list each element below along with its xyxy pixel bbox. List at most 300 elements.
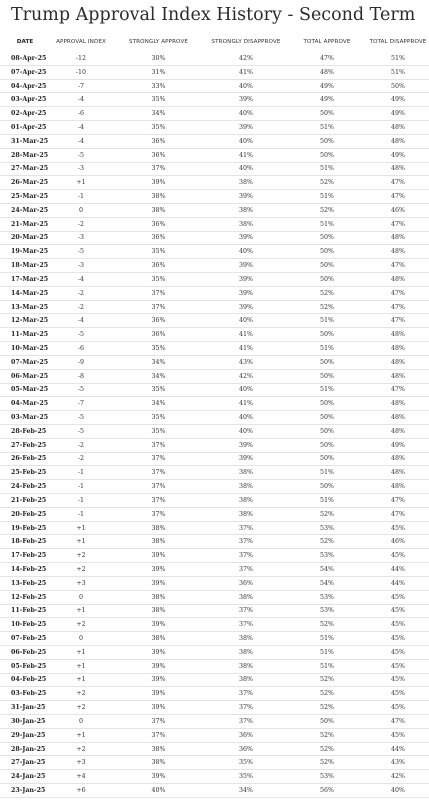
cell-total-disapprove: 48% bbox=[391, 344, 405, 352]
table-row bbox=[0, 770, 429, 784]
cell-strongly-approve: 30% bbox=[151, 54, 166, 62]
cell-strongly-approve: 37% bbox=[151, 717, 166, 725]
cell-total-disapprove: 47% bbox=[391, 717, 405, 725]
cell-date: 06-Feb-25 bbox=[11, 648, 47, 656]
cell-approval-index: -5 bbox=[77, 414, 85, 422]
cell-strongly-disapprove: 38% bbox=[239, 662, 253, 670]
cell-strongly-approve: 38% bbox=[151, 524, 166, 532]
cell-approval-index: -3 bbox=[77, 165, 85, 173]
cell-total-disapprove: 48% bbox=[391, 165, 405, 173]
cell-approval-index: 0 bbox=[78, 635, 83, 643]
table-row bbox=[0, 370, 429, 384]
cell-total-disapprove: 45% bbox=[391, 621, 405, 629]
cell-strongly-approve: 38% bbox=[151, 193, 166, 201]
table-row bbox=[0, 729, 429, 743]
table-row bbox=[0, 535, 429, 549]
table-row bbox=[0, 618, 429, 632]
cell-strongly-disapprove: 39% bbox=[239, 96, 253, 104]
cell-strongly-disapprove: 40% bbox=[239, 137, 253, 145]
cell-date: 12-Mar-25 bbox=[11, 317, 49, 325]
cell-total-disapprove: 50% bbox=[391, 82, 405, 90]
cell-total-disapprove: 47% bbox=[391, 220, 405, 228]
table-row bbox=[0, 80, 429, 94]
cell-total-approve: 52% bbox=[320, 690, 334, 698]
table-row bbox=[0, 356, 429, 370]
cell-strongly-disapprove: 37% bbox=[239, 552, 253, 560]
cell-approval-index: -12 bbox=[75, 54, 87, 62]
cell-strongly-disapprove: 37% bbox=[239, 621, 253, 629]
cell-strongly-approve: 39% bbox=[151, 565, 166, 573]
cell-total-approve: 53% bbox=[320, 552, 334, 560]
table-row bbox=[0, 605, 429, 619]
cell-total-disapprove: 48% bbox=[391, 455, 405, 463]
cell-strongly-approve: 38% bbox=[151, 593, 166, 601]
cell-strongly-approve: 39% bbox=[151, 621, 166, 629]
cell-strongly-approve: 35% bbox=[151, 96, 166, 104]
cell-strongly-approve: 38% bbox=[151, 206, 166, 214]
cell-approval-index: -7 bbox=[77, 82, 85, 90]
cell-date: 07-Apr-25 bbox=[11, 68, 47, 76]
cell-total-approve: 52% bbox=[320, 745, 334, 753]
cell-total-approve: 52% bbox=[320, 538, 334, 546]
table-row bbox=[0, 66, 429, 80]
cell-approval-index: -5 bbox=[77, 427, 85, 435]
cell-approval-index: 0 bbox=[78, 593, 83, 601]
cell-strongly-approve: 39% bbox=[151, 648, 166, 656]
cell-strongly-disapprove: 35% bbox=[239, 773, 253, 781]
cell-date: 23-Jan-25 bbox=[11, 786, 46, 794]
cell-strongly-approve: 36% bbox=[151, 317, 166, 325]
cell-date: 18-Mar-25 bbox=[11, 262, 49, 270]
cell-strongly-approve: 35% bbox=[151, 386, 166, 394]
cell-date: 26-Mar-25 bbox=[11, 179, 49, 187]
cell-total-disapprove: 40% bbox=[391, 786, 405, 794]
cell-approval-index: -5 bbox=[77, 151, 85, 159]
table-row bbox=[0, 384, 429, 398]
cell-strongly-disapprove: 40% bbox=[239, 414, 253, 422]
table-row bbox=[0, 743, 429, 757]
cell-strongly-disapprove: 38% bbox=[239, 179, 253, 187]
table-row bbox=[0, 439, 429, 453]
cell-strongly-disapprove: 39% bbox=[239, 455, 253, 463]
cell-date: 03-Feb-25 bbox=[11, 690, 47, 698]
table-row bbox=[0, 314, 429, 328]
cell-approval-index: +1 bbox=[76, 607, 86, 615]
cell-total-disapprove: 45% bbox=[391, 607, 405, 615]
table-row bbox=[0, 522, 429, 536]
cell-total-disapprove: 44% bbox=[391, 565, 405, 573]
cell-total-disapprove: 43% bbox=[391, 759, 405, 767]
table-row bbox=[0, 715, 429, 729]
cell-approval-index: +1 bbox=[76, 179, 86, 187]
cell-date: 17-Mar-25 bbox=[11, 275, 49, 283]
column-header-total-approve: TOTAL APPROVE bbox=[303, 38, 351, 45]
cell-total-approve: 51% bbox=[320, 496, 334, 504]
cell-approval-index: -7 bbox=[77, 400, 85, 408]
table-row bbox=[0, 480, 429, 494]
cell-strongly-approve: 37% bbox=[151, 510, 166, 518]
table-row bbox=[0, 508, 429, 522]
cell-total-approve: 52% bbox=[320, 621, 334, 629]
cell-total-approve: 52% bbox=[320, 179, 334, 187]
table-row bbox=[0, 52, 429, 66]
cell-total-approve: 50% bbox=[320, 331, 334, 339]
cell-strongly-disapprove: 41% bbox=[239, 68, 253, 76]
cell-strongly-approve: 37% bbox=[151, 441, 166, 449]
cell-date: 06-Mar-25 bbox=[11, 372, 49, 380]
cell-total-approve: 51% bbox=[320, 344, 334, 352]
table-row bbox=[0, 494, 429, 508]
cell-approval-index: -4 bbox=[77, 137, 85, 145]
table-row bbox=[0, 453, 429, 467]
cell-total-approve: 53% bbox=[320, 593, 334, 601]
cell-approval-index: -1 bbox=[77, 193, 85, 201]
cell-approval-index: +6 bbox=[76, 786, 86, 794]
cell-total-approve: 53% bbox=[320, 607, 334, 615]
cell-approval-index: +2 bbox=[76, 690, 86, 698]
cell-strongly-approve: 36% bbox=[151, 234, 166, 242]
cell-strongly-approve: 38% bbox=[151, 745, 166, 753]
cell-total-disapprove: 48% bbox=[391, 400, 405, 408]
cell-approval-index: -1 bbox=[77, 510, 85, 518]
cell-total-approve: 50% bbox=[320, 441, 334, 449]
table-row bbox=[0, 646, 429, 660]
column-header-strongly-approve: STRONGLY APPROVE bbox=[128, 38, 189, 45]
table-row bbox=[0, 397, 429, 411]
cell-date: 20-Feb-25 bbox=[11, 510, 47, 518]
cell-date: 01-Apr-25 bbox=[11, 123, 47, 131]
table-row bbox=[0, 549, 429, 563]
cell-strongly-disapprove: 37% bbox=[239, 717, 253, 725]
column-header-approval-index: APPROVAL INDEX bbox=[56, 38, 106, 45]
cell-total-approve: 50% bbox=[320, 427, 334, 435]
cell-strongly-disapprove: 38% bbox=[239, 593, 253, 601]
cell-date: 13-Feb-25 bbox=[11, 579, 47, 587]
cell-strongly-disapprove: 37% bbox=[239, 690, 253, 698]
cell-total-approve: 50% bbox=[320, 414, 334, 422]
cell-total-disapprove: 49% bbox=[391, 441, 405, 449]
cell-approval-index: -8 bbox=[77, 372, 85, 380]
cell-strongly-disapprove: 40% bbox=[239, 165, 253, 173]
cell-strongly-disapprove: 38% bbox=[239, 648, 253, 656]
cell-strongly-disapprove: 40% bbox=[239, 427, 253, 435]
cell-strongly-disapprove: 39% bbox=[239, 441, 253, 449]
cell-strongly-approve: 39% bbox=[151, 579, 166, 587]
cell-total-disapprove: 49% bbox=[391, 151, 405, 159]
cell-total-approve: 51% bbox=[320, 123, 334, 131]
table-row bbox=[0, 756, 429, 770]
cell-date: 11-Feb-25 bbox=[11, 607, 47, 615]
cell-strongly-approve: 36% bbox=[151, 137, 166, 145]
cell-strongly-disapprove: 38% bbox=[239, 635, 253, 643]
cell-date: 20-Mar-25 bbox=[11, 234, 49, 242]
cell-date: 27-Mar-25 bbox=[11, 165, 49, 173]
cell-total-disapprove: 47% bbox=[391, 317, 405, 325]
cell-date: 24-Feb-25 bbox=[11, 483, 47, 491]
table-row bbox=[0, 245, 429, 259]
cell-total-disapprove: 45% bbox=[391, 690, 405, 698]
cell-total-approve: 51% bbox=[320, 317, 334, 325]
cell-strongly-disapprove: 37% bbox=[239, 607, 253, 615]
cell-total-disapprove: 47% bbox=[391, 386, 405, 394]
cell-strongly-approve: 37% bbox=[151, 289, 166, 297]
cell-strongly-disapprove: 43% bbox=[239, 358, 253, 366]
table-row bbox=[0, 301, 429, 315]
cell-strongly-disapprove: 36% bbox=[239, 731, 253, 739]
cell-total-disapprove: 47% bbox=[391, 262, 405, 270]
cell-approval-index: +2 bbox=[76, 704, 86, 712]
cell-strongly-disapprove: 42% bbox=[239, 372, 253, 380]
cell-strongly-disapprove: 37% bbox=[239, 524, 253, 532]
cell-total-approve: 52% bbox=[320, 206, 334, 214]
cell-total-approve: 50% bbox=[320, 151, 334, 159]
cell-approval-index: +3 bbox=[76, 579, 86, 587]
cell-strongly-disapprove: 39% bbox=[239, 193, 253, 201]
cell-date: 27-Feb-25 bbox=[11, 441, 47, 449]
table-row bbox=[0, 149, 429, 163]
cell-total-disapprove: 45% bbox=[391, 552, 405, 560]
cell-strongly-approve: 38% bbox=[151, 759, 166, 767]
cell-approval-index: -2 bbox=[77, 220, 85, 228]
cell-total-disapprove: 48% bbox=[391, 248, 405, 256]
cell-total-approve: 50% bbox=[320, 110, 334, 118]
table-header bbox=[0, 32, 429, 52]
cell-total-disapprove: 49% bbox=[391, 96, 405, 104]
cell-date: 25-Mar-25 bbox=[11, 193, 49, 201]
cell-total-approve: 51% bbox=[320, 165, 334, 173]
cell-approval-index: -2 bbox=[77, 289, 85, 297]
cell-strongly-approve: 36% bbox=[151, 151, 166, 159]
cell-strongly-approve: 34% bbox=[151, 372, 166, 380]
cell-approval-index: +2 bbox=[76, 621, 86, 629]
cell-total-approve: 50% bbox=[320, 400, 334, 408]
cell-strongly-disapprove: 39% bbox=[239, 234, 253, 242]
table-row bbox=[0, 163, 429, 177]
cell-date: 10-Mar-25 bbox=[11, 344, 49, 352]
table-row bbox=[0, 190, 429, 204]
cell-strongly-disapprove: 38% bbox=[239, 220, 253, 228]
cell-strongly-approve: 37% bbox=[151, 731, 166, 739]
cell-strongly-approve: 38% bbox=[151, 607, 166, 615]
table-row bbox=[0, 411, 429, 425]
cell-total-approve: 51% bbox=[320, 469, 334, 477]
cell-total-approve: 51% bbox=[320, 635, 334, 643]
cell-total-disapprove: 47% bbox=[391, 303, 405, 311]
cell-date: 03-Apr-25 bbox=[11, 96, 47, 104]
table-row bbox=[0, 93, 429, 107]
table-body bbox=[0, 52, 429, 798]
cell-approval-index: 0 bbox=[78, 206, 83, 214]
column-header-strongly-disapprove: STRONGLY DISAPPROVE bbox=[211, 38, 281, 45]
cell-total-approve: 53% bbox=[320, 524, 334, 532]
cell-date: 14-Mar-25 bbox=[11, 289, 49, 297]
cell-approval-index: -1 bbox=[77, 483, 85, 491]
cell-approval-index: -4 bbox=[77, 123, 85, 131]
cell-strongly-disapprove: 39% bbox=[239, 123, 253, 131]
cell-strongly-disapprove: 38% bbox=[239, 206, 253, 214]
cell-total-approve: 50% bbox=[320, 234, 334, 242]
cell-total-disapprove: 48% bbox=[391, 123, 405, 131]
cell-strongly-approve: 35% bbox=[151, 123, 166, 131]
cell-total-disapprove: 45% bbox=[391, 731, 405, 739]
cell-approval-index: +1 bbox=[76, 731, 86, 739]
cell-strongly-disapprove: 41% bbox=[239, 344, 253, 352]
table-row bbox=[0, 176, 429, 190]
cell-approval-index: -4 bbox=[77, 275, 85, 283]
cell-approval-index: +4 bbox=[76, 773, 86, 781]
cell-total-disapprove: 45% bbox=[391, 704, 405, 712]
cell-strongly-disapprove: 34% bbox=[239, 786, 253, 794]
cell-total-approve: 48% bbox=[320, 68, 334, 76]
cell-strongly-disapprove: 36% bbox=[239, 579, 253, 587]
cell-strongly-approve: 37% bbox=[151, 303, 166, 311]
cell-strongly-disapprove: 36% bbox=[239, 745, 253, 753]
cell-total-disapprove: 44% bbox=[391, 579, 405, 587]
cell-strongly-approve: 39% bbox=[151, 179, 166, 187]
cell-strongly-approve: 35% bbox=[151, 248, 166, 256]
cell-date: 14-Feb-25 bbox=[11, 565, 47, 573]
cell-approval-index: -10 bbox=[75, 68, 87, 76]
cell-strongly-approve: 36% bbox=[151, 262, 166, 270]
cell-total-disapprove: 42% bbox=[391, 773, 405, 781]
cell-strongly-approve: 35% bbox=[151, 427, 166, 435]
cell-date: 26-Feb-25 bbox=[11, 455, 47, 463]
cell-total-approve: 52% bbox=[320, 289, 334, 297]
cell-approval-index: -5 bbox=[77, 248, 85, 256]
cell-approval-index: +2 bbox=[76, 552, 86, 560]
cell-strongly-approve: 33% bbox=[151, 82, 166, 90]
cell-total-approve: 56% bbox=[320, 786, 334, 794]
cell-date: 05-Mar-25 bbox=[11, 386, 49, 394]
cell-strongly-approve: 36% bbox=[151, 220, 166, 228]
table-row bbox=[0, 328, 429, 342]
cell-date: 19-Feb-25 bbox=[11, 524, 47, 532]
cell-total-disapprove: 47% bbox=[391, 193, 405, 201]
table-row bbox=[0, 687, 429, 701]
cell-strongly-disapprove: 41% bbox=[239, 400, 253, 408]
cell-total-disapprove: 51% bbox=[391, 68, 405, 76]
cell-approval-index: -6 bbox=[77, 344, 85, 352]
cell-approval-index: -6 bbox=[77, 110, 85, 118]
cell-total-disapprove: 48% bbox=[391, 469, 405, 477]
table-row bbox=[0, 632, 429, 646]
table-row bbox=[0, 577, 429, 591]
cell-strongly-approve: 37% bbox=[151, 483, 166, 491]
cell-total-approve: 50% bbox=[320, 455, 334, 463]
cell-approval-index: -5 bbox=[77, 386, 85, 394]
cell-date: 07-Mar-25 bbox=[11, 358, 49, 366]
cell-strongly-disapprove: 40% bbox=[239, 248, 253, 256]
table-row bbox=[0, 784, 429, 798]
cell-total-approve: 50% bbox=[320, 137, 334, 145]
cell-total-approve: 54% bbox=[320, 565, 334, 573]
cell-strongly-approve: 35% bbox=[151, 275, 166, 283]
cell-total-disapprove: 47% bbox=[391, 289, 405, 297]
column-header-total-disapprove: TOTAL DISAPPROVE bbox=[369, 38, 427, 45]
cell-approval-index: -5 bbox=[77, 331, 85, 339]
cell-strongly-approve: 39% bbox=[151, 704, 166, 712]
cell-total-disapprove: 45% bbox=[391, 648, 405, 656]
cell-total-disapprove: 46% bbox=[391, 538, 405, 546]
cell-total-approve: 49% bbox=[320, 96, 334, 104]
cell-date: 28-Feb-25 bbox=[11, 427, 47, 435]
cell-strongly-disapprove: 35% bbox=[239, 759, 253, 767]
cell-date: 25-Feb-25 bbox=[11, 469, 47, 477]
cell-strongly-disapprove: 39% bbox=[239, 289, 253, 297]
cell-date: 11-Mar-25 bbox=[11, 331, 49, 339]
cell-date: 18-Feb-25 bbox=[11, 538, 47, 546]
cell-total-approve: 50% bbox=[320, 372, 334, 380]
cell-total-approve: 53% bbox=[320, 773, 334, 781]
cell-total-disapprove: 48% bbox=[391, 414, 405, 422]
cell-date: 13-Mar-25 bbox=[11, 303, 49, 311]
cell-date: 29-Jan-25 bbox=[11, 731, 46, 739]
cell-total-approve: 52% bbox=[320, 704, 334, 712]
cell-total-disapprove: 48% bbox=[391, 372, 405, 380]
cell-strongly-disapprove: 39% bbox=[239, 262, 253, 270]
cell-strongly-approve: 35% bbox=[151, 414, 166, 422]
cell-total-approve: 51% bbox=[320, 220, 334, 228]
cell-total-disapprove: 44% bbox=[391, 745, 405, 753]
cell-strongly-approve: 34% bbox=[151, 110, 166, 118]
cell-strongly-disapprove: 38% bbox=[239, 469, 253, 477]
table-row bbox=[0, 232, 429, 246]
cell-total-approve: 52% bbox=[320, 759, 334, 767]
cell-strongly-approve: 37% bbox=[151, 496, 166, 504]
cell-approval-index: +1 bbox=[76, 538, 86, 546]
cell-total-disapprove: 48% bbox=[391, 331, 405, 339]
cell-strongly-approve: 37% bbox=[151, 455, 166, 463]
cell-approval-index: -2 bbox=[77, 441, 85, 449]
cell-approval-index: +1 bbox=[76, 524, 86, 532]
cell-approval-index: +3 bbox=[76, 759, 86, 767]
cell-total-approve: 47% bbox=[320, 54, 334, 62]
cell-total-approve: 54% bbox=[320, 579, 334, 587]
cell-date: 21-Feb-25 bbox=[11, 496, 47, 504]
cell-total-disapprove: 48% bbox=[391, 275, 405, 283]
cell-approval-index: -4 bbox=[77, 317, 85, 325]
cell-total-disapprove: 48% bbox=[391, 427, 405, 435]
cell-strongly-approve: 35% bbox=[151, 344, 166, 352]
cell-strongly-approve: 39% bbox=[151, 773, 166, 781]
cell-total-approve: 50% bbox=[320, 275, 334, 283]
cell-total-approve: 50% bbox=[320, 262, 334, 270]
cell-approval-index: -1 bbox=[77, 496, 85, 504]
cell-date: 07-Feb-25 bbox=[11, 635, 47, 643]
cell-date: 28-Jan-25 bbox=[11, 745, 46, 753]
cell-total-approve: 51% bbox=[320, 662, 334, 670]
cell-total-disapprove: 48% bbox=[391, 137, 405, 145]
cell-approval-index: +2 bbox=[76, 565, 86, 573]
approval-table bbox=[0, 32, 429, 798]
cell-total-approve: 50% bbox=[320, 717, 334, 725]
cell-approval-index: +1 bbox=[76, 676, 86, 684]
cell-date: 31-Mar-25 bbox=[11, 137, 49, 145]
cell-date: 28-Mar-25 bbox=[11, 151, 49, 159]
cell-strongly-disapprove: 38% bbox=[239, 676, 253, 684]
cell-approval-index: -3 bbox=[77, 234, 85, 242]
cell-strongly-approve: 34% bbox=[151, 400, 166, 408]
table-row bbox=[0, 660, 429, 674]
cell-strongly-approve: 38% bbox=[151, 635, 166, 643]
cell-strongly-disapprove: 39% bbox=[239, 275, 253, 283]
cell-date: 31-Jan-25 bbox=[11, 704, 46, 712]
cell-strongly-approve: 38% bbox=[151, 538, 166, 546]
cell-total-disapprove: 51% bbox=[391, 54, 405, 62]
cell-strongly-approve: 39% bbox=[151, 552, 166, 560]
cell-total-disapprove: 46% bbox=[391, 206, 405, 214]
cell-date: 08-Apr-25 bbox=[11, 54, 47, 62]
